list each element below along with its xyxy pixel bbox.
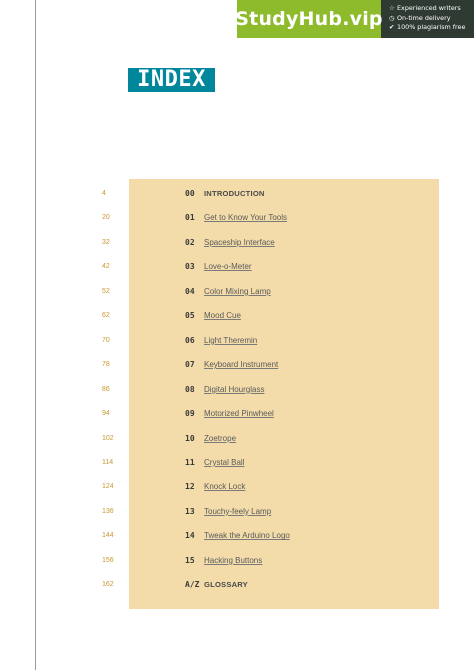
toc-chapter-number: 03 xyxy=(185,262,195,272)
toc-page-number: 62 xyxy=(102,312,110,320)
toc-chapter-title[interactable]: Motorized Pinwheel xyxy=(204,409,274,419)
toc-page-number: 32 xyxy=(102,238,110,246)
toc-chapter-number: A/Z xyxy=(185,580,200,590)
toc-page-number: 124 xyxy=(102,483,114,491)
toc-row[interactable] xyxy=(0,187,474,201)
toc-chapter-number: 09 xyxy=(185,409,195,419)
banner-features xyxy=(381,0,474,38)
toc-chapter-number: 11 xyxy=(185,457,195,467)
toc-chapter-title[interactable]: Crystal Ball xyxy=(204,457,245,467)
toc-page-number: 94 xyxy=(102,410,110,418)
clock-icon: ◷ xyxy=(389,13,395,22)
toc-chapter-number: 10 xyxy=(185,433,195,443)
toc-row[interactable] xyxy=(0,211,474,225)
toc-chapter-title[interactable]: Zoetrope xyxy=(204,433,237,443)
toc-page-number: 78 xyxy=(102,361,110,369)
toc-chapter-title[interactable]: Digital Hourglass xyxy=(204,384,265,394)
toc-chapter-title[interactable]: Touchy-feely Lamp xyxy=(204,506,272,516)
banner-feature: ✔ 100% plagiarism free xyxy=(389,23,466,32)
toc-chapter-title: INTRODUCTION xyxy=(204,189,265,198)
toc-page-number: 42 xyxy=(102,263,110,271)
toc-row[interactable] xyxy=(0,578,474,592)
toc-row[interactable] xyxy=(0,285,474,299)
toc-row[interactable] xyxy=(0,554,474,568)
toc-chapter-number: 01 xyxy=(185,213,195,223)
toc-row[interactable] xyxy=(0,358,474,372)
toc-chapter-title: GLOSSARY xyxy=(204,580,248,590)
toc-page-number: 86 xyxy=(102,385,110,393)
toc-chapter-title[interactable]: Keyboard Instrument xyxy=(204,360,279,370)
toc-chapter-number: 00 xyxy=(185,189,195,198)
toc-page-number: 70 xyxy=(102,336,110,344)
toc-chapter-number: 04 xyxy=(185,286,195,296)
toc-row[interactable] xyxy=(0,260,474,274)
toc-chapter-title[interactable]: Light Theremin xyxy=(204,335,258,345)
page-title: INDEX xyxy=(128,68,215,92)
toc-chapter-title[interactable]: Knock Lock xyxy=(204,482,246,492)
toc-row[interactable] xyxy=(0,529,474,543)
toc-row[interactable] xyxy=(0,480,474,494)
banner-brand-text: StudyHub.vip xyxy=(235,8,383,30)
toc-chapter-number: 13 xyxy=(185,506,195,516)
toc-page-number: 52 xyxy=(102,287,110,295)
toc-row[interactable] xyxy=(0,236,474,250)
toc-chapter-title[interactable]: Hacking Buttons xyxy=(204,555,263,565)
toc-chapter-title[interactable]: Tweak the Arduino Logo xyxy=(204,531,290,541)
toc-row[interactable] xyxy=(0,456,474,470)
toc-page-number: 114 xyxy=(102,458,114,466)
toc-row[interactable] xyxy=(0,432,474,446)
toc-page-number: 156 xyxy=(102,556,114,564)
toc-page-number: 20 xyxy=(102,214,110,222)
toc-chapter-title[interactable]: Mood Cue xyxy=(204,311,241,321)
toc-chapter-number: 06 xyxy=(185,335,195,345)
toc-page-number: 144 xyxy=(102,532,114,540)
toc-chapter-title[interactable]: Get to Know Your Tools xyxy=(204,213,288,223)
toc-chapter-number: 08 xyxy=(185,384,195,394)
toc-row[interactable] xyxy=(0,505,474,519)
toc-chapter-number: 14 xyxy=(185,531,195,541)
toc-page-number: 162 xyxy=(102,581,114,589)
toc-chapter-title[interactable]: Color Mixing Lamp xyxy=(204,286,271,296)
toc-row[interactable] xyxy=(0,407,474,421)
toc-page-number: 102 xyxy=(102,434,114,442)
banner-feature: ◷ On-time delivery xyxy=(389,13,451,22)
studyhub-banner[interactable] xyxy=(237,0,474,38)
toc-chapter-number: 05 xyxy=(185,311,195,321)
toc-chapter-number: 15 xyxy=(185,555,195,565)
toc-row[interactable] xyxy=(0,383,474,397)
banner-brand[interactable] xyxy=(237,0,381,38)
toc-chapter-number: 12 xyxy=(185,482,195,492)
toc-page-number: 136 xyxy=(102,507,114,515)
banner-feature: ☆ Experienced writers xyxy=(389,4,461,12)
toc-chapter-number: 02 xyxy=(185,237,195,247)
toc-chapter-title[interactable]: Spaceship Interface xyxy=(204,237,275,247)
toc-chapter-title[interactable]: Love-o-Meter xyxy=(204,262,252,272)
toc-page-number: 4 xyxy=(102,190,106,197)
star-icon: ☆ xyxy=(389,4,395,12)
toc-chapter-number: 07 xyxy=(185,360,195,370)
toc-row[interactable] xyxy=(0,334,474,348)
check-icon: ✔ xyxy=(389,23,395,32)
toc-row[interactable] xyxy=(0,309,474,323)
